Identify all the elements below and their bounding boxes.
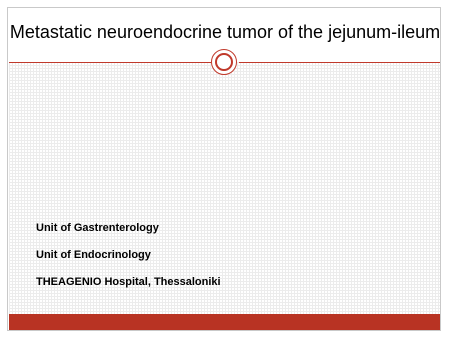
affiliation-block: [36, 222, 221, 303]
title-divider-left: [9, 62, 211, 63]
circle-ring-icon: [211, 49, 237, 75]
title-divider-right: [239, 62, 440, 63]
affiliation-line-2: Unit of Endocrinology: [36, 249, 151, 261]
slide-title: Metastatic neuroendocrine tumor of the jejunum-ileum: [9, 22, 441, 42]
footer-bar: [9, 314, 440, 330]
affiliation-line-1: Unit of Gastrenterology: [36, 222, 159, 234]
affiliation-line-3: THEAGENIO Hospital, Thessaloniki: [36, 276, 221, 288]
